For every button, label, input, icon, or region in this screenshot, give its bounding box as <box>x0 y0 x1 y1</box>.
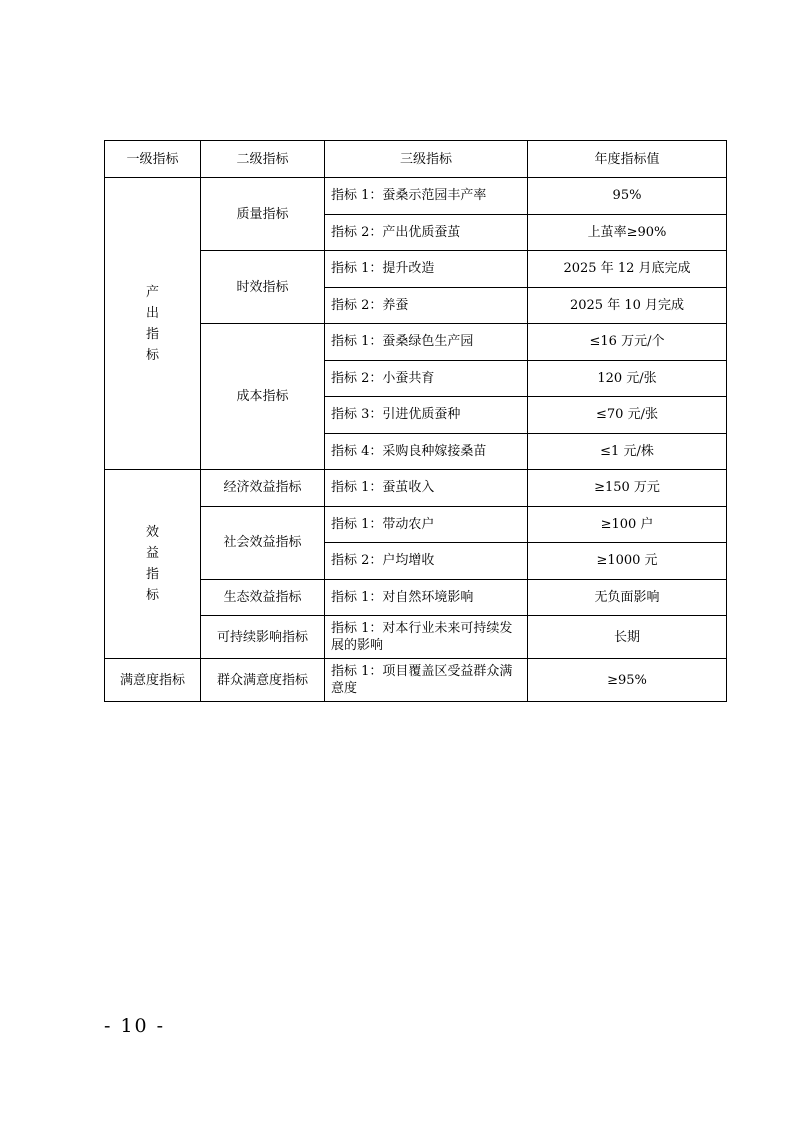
indicator-cell: 指标 1：对本行业未来可持续发展的影响 <box>325 616 528 659</box>
indicator-cell: 指标 1：对自然环境影响 <box>325 579 528 616</box>
performance-indicator-table <box>104 140 727 702</box>
indicator-cell: 指标 3：引进优质蚕种 <box>325 397 528 434</box>
group-output-cell <box>105 178 201 470</box>
value-cell: 上茧率≥90% <box>528 214 727 251</box>
value-cell: 95% <box>528 178 727 215</box>
value-cell: 2025 年 12 月底完成 <box>528 251 727 288</box>
subgroup-social: 社会效益指标 <box>201 506 325 579</box>
value-cell: ≥100 户 <box>528 506 727 543</box>
indicator-cell: 指标 2：小蚕共育 <box>325 360 528 397</box>
indicator-cell: 指标 1：蚕桑示范园丰产率 <box>325 178 528 215</box>
subgroup-public-satisfaction: 群众满意度指标 <box>201 659 325 702</box>
indicator-cell: 指标 1：提升改造 <box>325 251 528 288</box>
table-row <box>105 659 727 702</box>
subgroup-ecological: 生态效益指标 <box>201 579 325 616</box>
group-benefit-cell <box>105 470 201 659</box>
subgroup-cost: 成本指标 <box>201 324 325 470</box>
table-row <box>105 470 727 507</box>
table-header-row <box>105 141 727 178</box>
group-benefit-label: 效益指标 <box>145 525 159 603</box>
subgroup-sustainable: 可持续影响指标 <box>201 616 325 659</box>
group-satisfaction-cell: 满意度指标 <box>105 659 201 702</box>
indicator-cell: 指标 1：蚕桑绿色生产园 <box>325 324 528 361</box>
value-cell: ≥1000 元 <box>528 543 727 580</box>
indicator-cell: 指标 1：项目覆盖区受益群众满意度 <box>325 659 528 702</box>
group-output-label: 产出指标 <box>145 284 159 363</box>
value-cell: ≤70 元/张 <box>528 397 727 434</box>
indicator-cell: 指标 2：户均增收 <box>325 543 528 580</box>
value-cell: ≤16 万元/个 <box>528 324 727 361</box>
indicator-cell: 指标 2：产出优质蚕茧 <box>325 214 528 251</box>
subgroup-economic: 经济效益指标 <box>201 470 325 507</box>
subgroup-timeliness: 时效指标 <box>201 251 325 324</box>
indicator-cell: 指标 4：采购良种嫁接桑苗 <box>325 433 528 470</box>
header-annual-value: 年度指标值 <box>528 141 727 178</box>
value-cell: 长期 <box>528 616 727 659</box>
value-cell: ≤1 元/株 <box>528 433 727 470</box>
value-cell: ≥150 万元 <box>528 470 727 507</box>
indicator-cell: 指标 1：带动农户 <box>325 506 528 543</box>
header-level2: 二级指标 <box>201 141 325 178</box>
table-row <box>105 178 727 215</box>
header-level3: 三级指标 <box>325 141 528 178</box>
header-level1: 一级指标 <box>105 141 201 178</box>
subgroup-quality: 质量指标 <box>201 178 325 251</box>
page-number: - 10 - <box>104 1015 166 1037</box>
value-cell: 2025 年 10 月完成 <box>528 287 727 324</box>
value-cell: ≥95% <box>528 659 727 702</box>
value-cell: 无负面影响 <box>528 579 727 616</box>
indicator-cell: 指标 2：养蚕 <box>325 287 528 324</box>
indicator-cell: 指标 1：蚕茧收入 <box>325 470 528 507</box>
value-cell: 120 元/张 <box>528 360 727 397</box>
